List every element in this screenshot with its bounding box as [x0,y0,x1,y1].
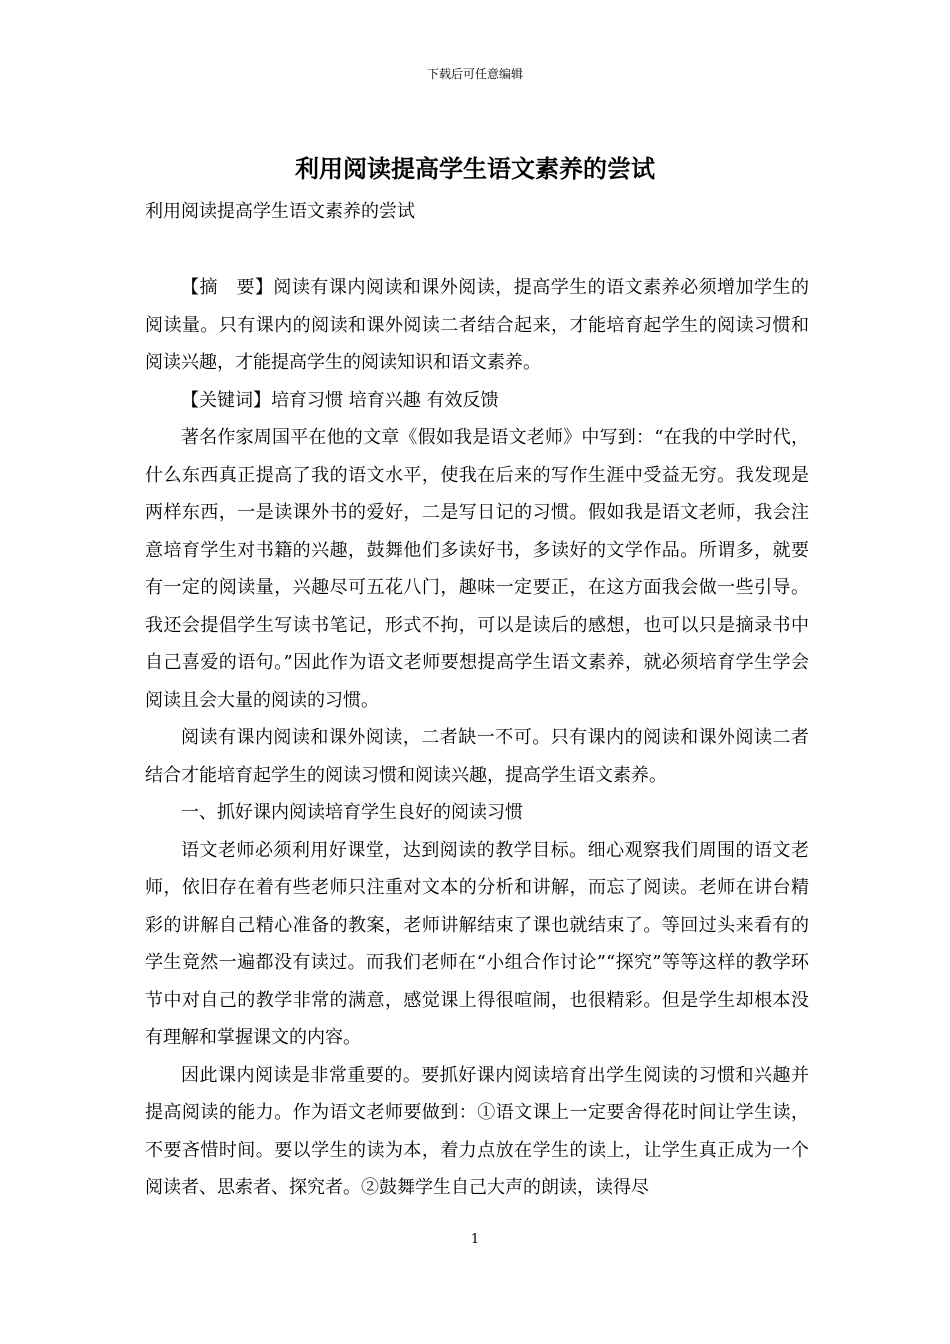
document-subtitle: 利用阅读提高学生语文素养的尝试 [145,201,415,222]
keywords-paragraph: 【关键词】培育习惯 培育兴趣 有效反馈 [181,389,499,411]
body-paragraph: 因此课内阅读是非常重要的。要抓好课内阅读培育出学生阅读的习惯和兴趣并提高阅读的能力。作为语文老师要做到：①语文课上一定要舍得花时间让学生读，不要吝惜时间。要以学生的读为本，着力点放在学生的读上，让学生真正成为一个阅读者、思索者、探究者。②鼓舞学生自己大声的朗读，读得尽 [145,1064,809,1198]
section-heading: 一、抓好课内阅读培育学生良好的阅读习惯 [181,802,523,823]
body-paragraph: 著名作家周国平在他的文章《假如我是语文老师》中写到：“在我的中学时代，什么东西真正提高了我的语文水平，使我在后来的写作生涯中受益无穷。我发现是两样东西，一是读课外书的爱好，二是写日记的习惯。假如我是语文老师，我会注意培育学生对书籍的兴趣，鼓舞他们多读好书，多读好的文学作品。所谓多，就要有一定的阅读量，兴趣尽可五花八门，趣味一定要正，在这方面我会做一些引导。我还会提倡学生写读书笔记，形式不拘，可以是读后的感想，也可以只是摘录书中自己喜爱的语句。”因此作为语文老师要想提高学生语文素养，就必须培育学生学会阅读且会大量的阅读的习惯。 [145,427,809,711]
document-body [145,269,809,1207]
body-paragraph: 阅读有课内阅读和课外阅读，二者缺一不可。只有课内的阅读和课外阅读二者结合才能培育起学生的阅读习惯和阅读兴趣，提高学生语文素养。 [145,727,809,786]
document-title: 利用阅读提高学生语文素养的尝试 [295,154,655,183]
body-paragraph: 语文老师必须利用好课堂，达到阅读的教学目标。细心观察我们周围的语文老师，依旧存在着有些老师只注重对文本的分析和讲解，而忘了阅读。老师在讲台精彩的讲解自己精心准备的教案，老师讲解结束了课也就结束了。等回过头来看有的学生竟然一遍都没有读过。而我们老师在“小组合作讨论”“探究”等等这样的教学环节中对自己的教学非常的满意，感觉课上得很喧闹，也很精彩。但是学生却根本没有理解和掌握课文的内容。 [145,839,809,1048]
abstract-paragraph: 【摘 要】阅读有课内阅读和课外阅读，提高学生的语文素养必须增加学生的阅读量。只有课内的阅读和课外阅读二者结合起来，才能培育起学生的阅读习惯和阅读兴趣，才能提高学生的阅读知识和语文素养。 [145,277,809,373]
page-header: 下载后可任意编辑 [426,67,523,81]
page-number: 1 [470,1232,480,1247]
